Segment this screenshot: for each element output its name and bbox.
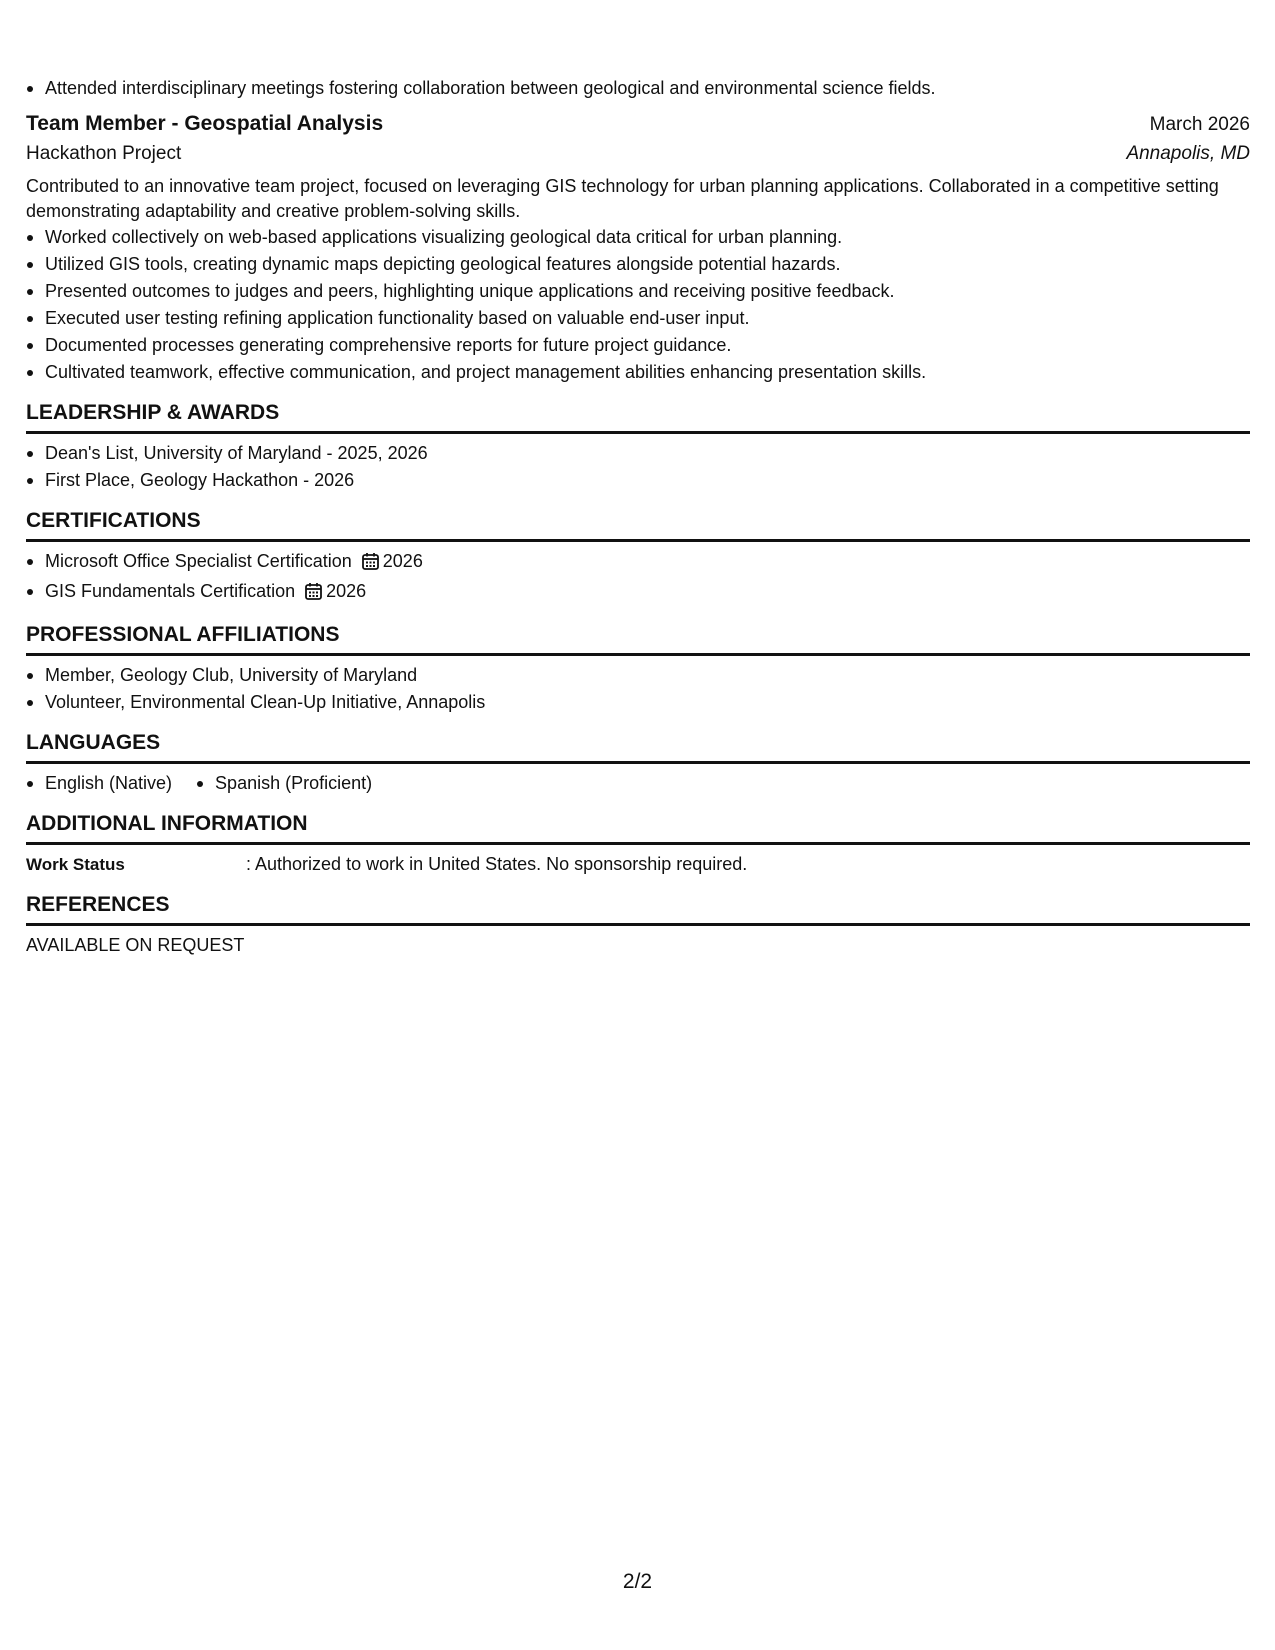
calendar-icon	[362, 551, 379, 578]
references-text: AVAILABLE ON REQUEST	[26, 935, 245, 955]
list-item: Documented processes generating comprehensive reports for future project guidance.	[26, 332, 1250, 359]
work-status-value: : Authorized to work in United States. No sponsorship required.	[246, 854, 748, 874]
certification-year: 2026	[326, 581, 367, 601]
work-status-label: Work Status	[26, 855, 125, 874]
leadership-section	[26, 400, 1250, 494]
list-item: Member, Geology Club, University of Maryland	[26, 662, 1250, 689]
list-item: First Place, Geology Hackathon - 2026	[26, 467, 1250, 494]
certification-name: Microsoft Office Specialist Certification	[45, 551, 352, 571]
certification-year: 2026	[382, 551, 423, 571]
previous-job-bullets	[26, 75, 1250, 102]
section-heading: REFERENCES	[26, 892, 1250, 926]
list-item: Executed user testing refining application functionality based on valuable end-user input.	[26, 305, 1250, 332]
job-date: March 2026	[1149, 114, 1250, 135]
references-section	[26, 892, 1250, 959]
page-number: 2/2	[622, 1570, 653, 1593]
job-entry	[26, 109, 1250, 386]
additional-info-section	[26, 811, 1250, 878]
leadership-list	[26, 440, 1250, 494]
calendar-icon	[305, 581, 322, 608]
affiliations-list	[26, 662, 1250, 716]
job-location: Annapolis, MD	[1126, 143, 1250, 164]
resume-page	[26, 0, 1250, 959]
list-item: Dean's List, University of Maryland - 2025, 2026	[26, 440, 1250, 467]
job-title: Team Member - Geospatial Analysis	[26, 112, 384, 135]
affiliations-section	[26, 622, 1250, 716]
section-heading: ADDITIONAL INFORMATION	[26, 811, 1250, 845]
list-item: Presented outcomes to judges and peers, highlighting unique applications and receiving positive feedback.	[26, 278, 1250, 305]
list-item: Volunteer, Environmental Clean-Up Initiative, Annapolis	[26, 689, 1250, 716]
list-item: Cultivated teamwork, effective communication, and project management abilities enhancing presentation skills.	[26, 359, 1250, 386]
languages-section	[26, 730, 1250, 797]
job-bullets	[26, 224, 1250, 386]
list-item: Attended interdisciplinary meetings fostering collaboration between geological and environmental science fields.	[26, 75, 1250, 102]
certification-item	[26, 578, 1250, 608]
job-summary: Contributed to an innovative team project, focused on leveraging GIS technology for urban planning applications. Collaborated in a competitive setting demonstrating adaptability and creative problem-solving skills.	[26, 176, 1219, 221]
section-heading: CERTIFICATIONS	[26, 508, 1250, 542]
certification-name: GIS Fundamentals Certification	[45, 581, 296, 601]
certifications-section	[26, 508, 1250, 608]
job-subheader	[26, 140, 1250, 168]
section-heading: LANGUAGES	[26, 730, 1250, 764]
section-heading: PROFESSIONAL AFFILIATIONS	[26, 622, 1250, 656]
language-item: Spanish (Proficient)	[196, 770, 372, 797]
list-item: Utilized GIS tools, creating dynamic maps depicting geological features alongside potential hazards.	[26, 251, 1250, 278]
work-status-row	[26, 851, 1250, 878]
section-heading: LEADERSHIP & AWARDS	[26, 400, 1250, 434]
certification-item	[26, 548, 1250, 578]
job-organization: Hackathon Project	[26, 143, 182, 164]
languages-list	[26, 770, 1250, 797]
job-header	[26, 109, 1250, 140]
language-item: English (Native)	[26, 770, 172, 797]
certifications-list	[26, 548, 1250, 608]
list-item: Worked collectively on web-based applications visualizing geological data critical for urban planning.	[26, 224, 1250, 251]
